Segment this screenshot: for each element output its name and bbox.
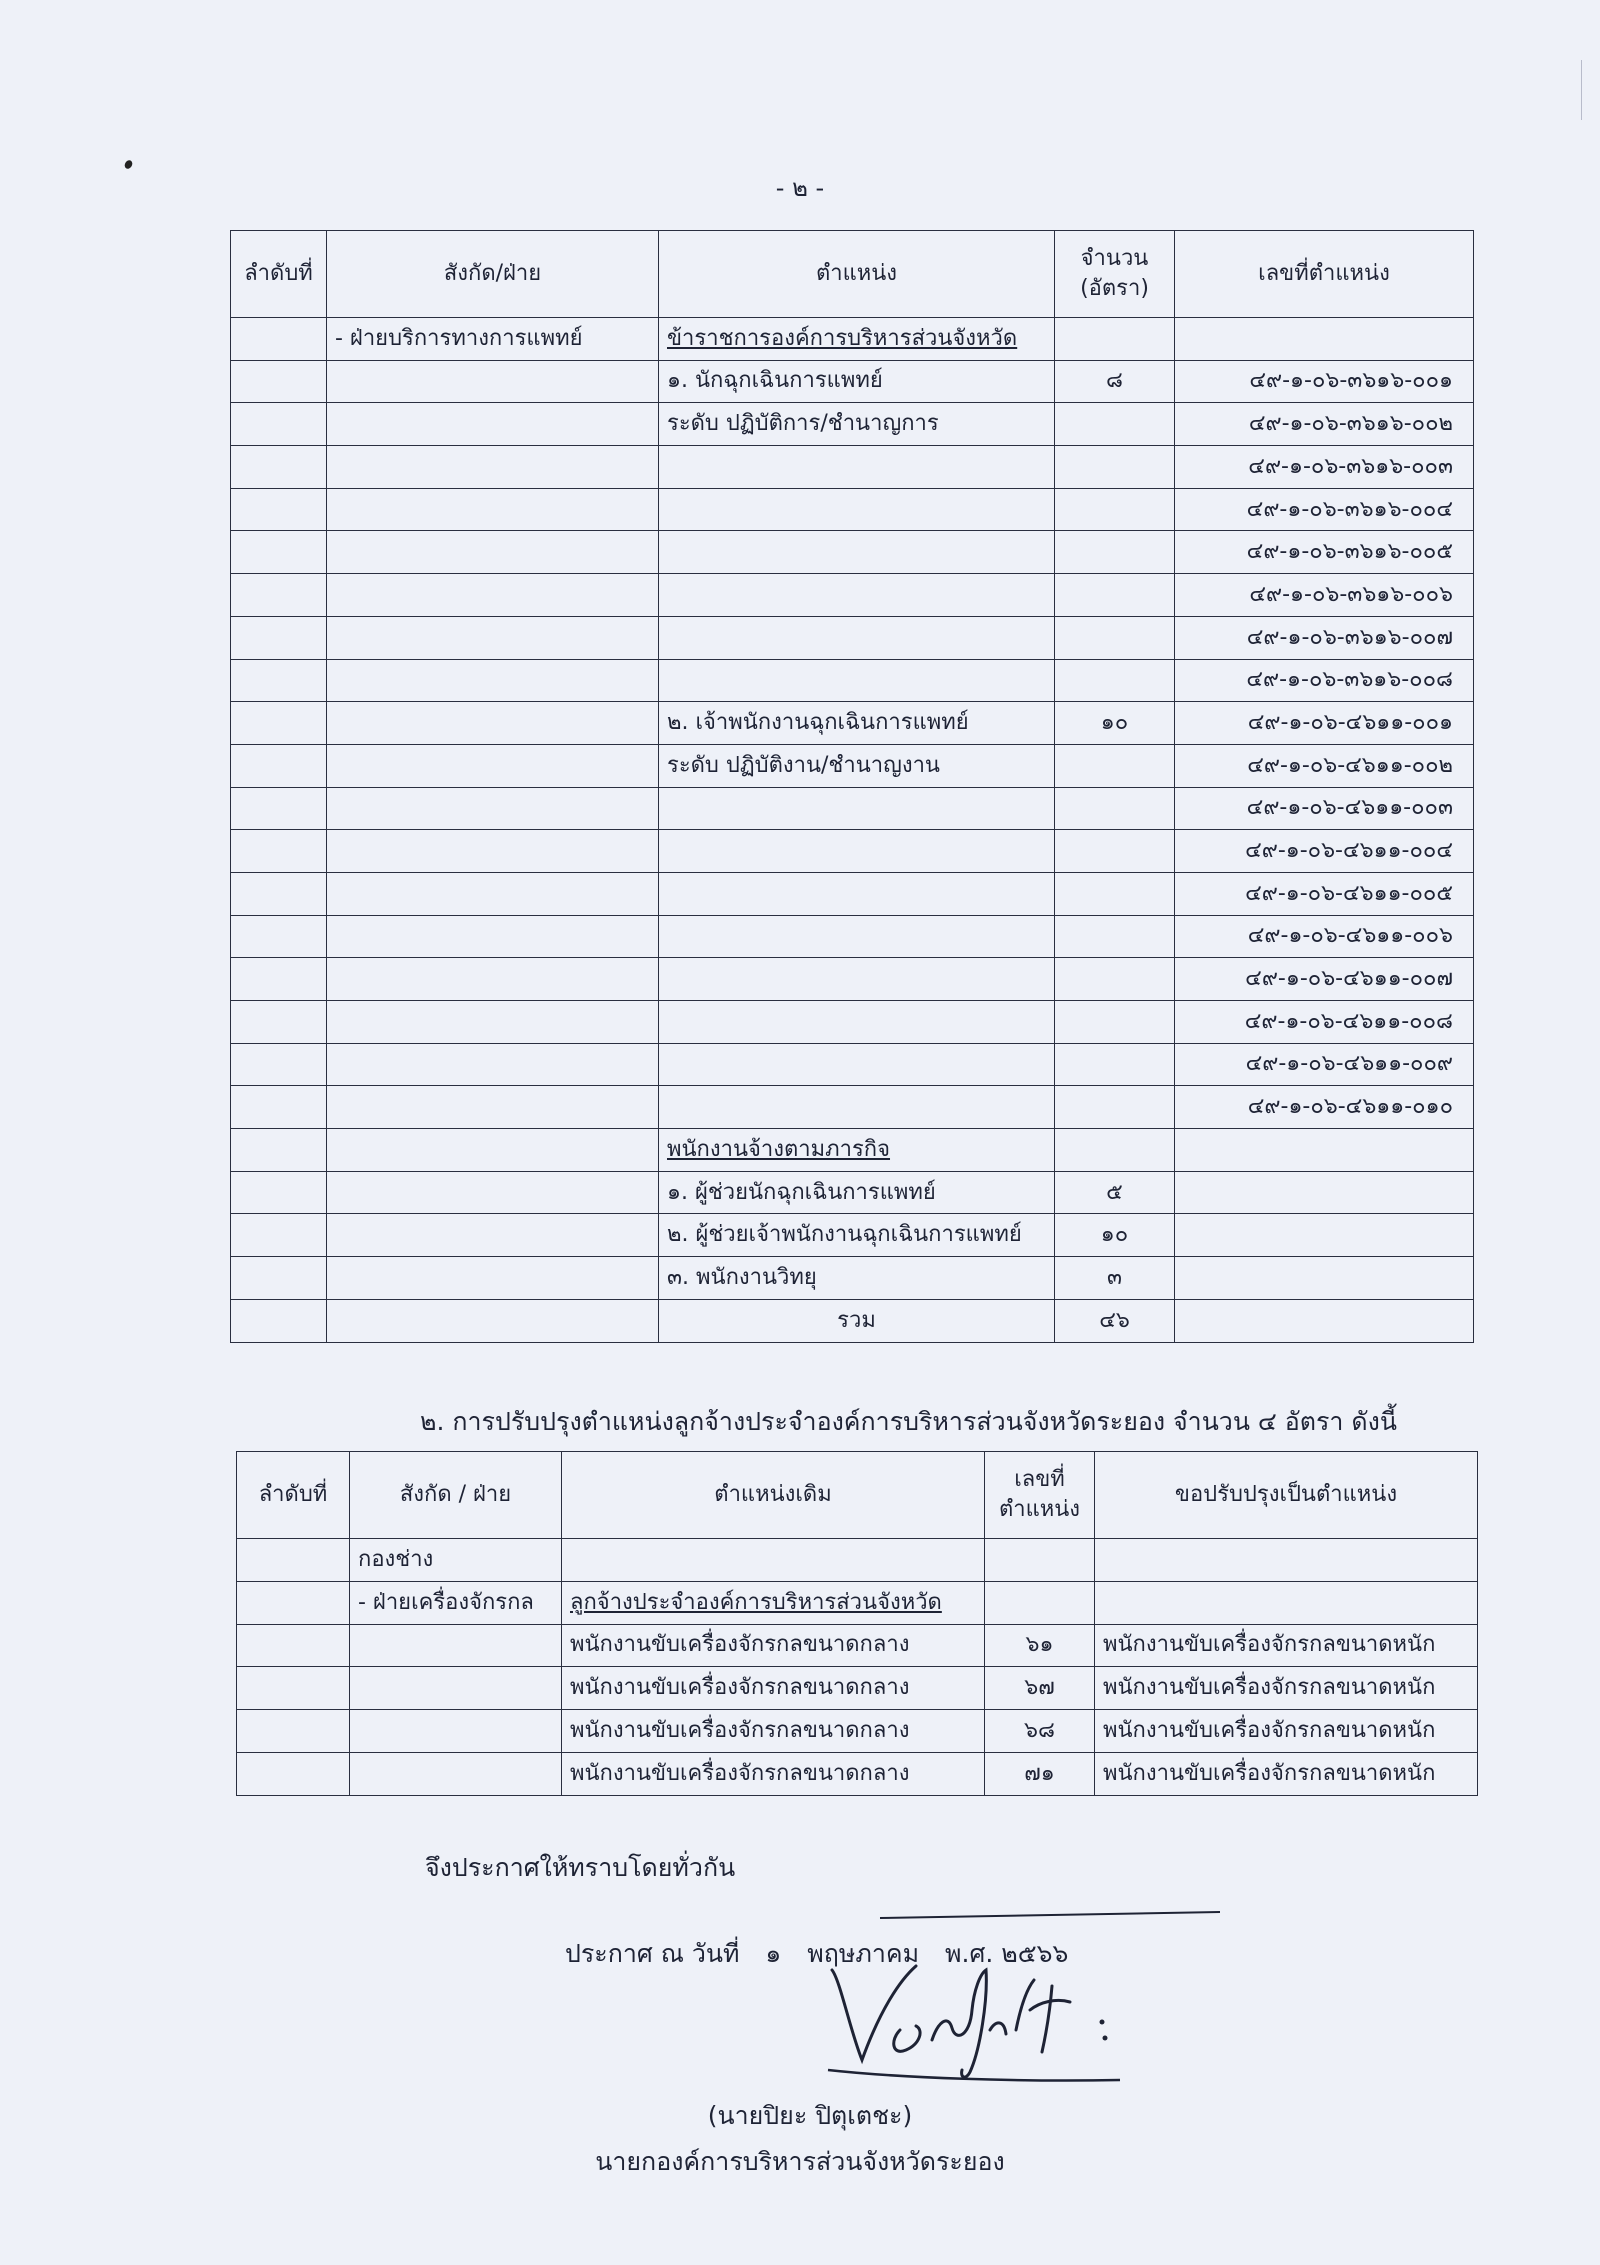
cell-position: รวม: [659, 1299, 1055, 1342]
cell-newpos: พนักงานขับเครื่องจักรกลขนาดหนัก: [1095, 1624, 1478, 1667]
cell-count: [1055, 318, 1175, 361]
table-row: [231, 403, 1474, 446]
cell-position: [659, 446, 1055, 489]
cell-dept: [327, 531, 659, 574]
cell-position: [659, 488, 1055, 531]
header-posnum-line1: เลขที่: [1014, 1466, 1065, 1492]
cell-posnum: ๔๙-๑-๐๖-๓๖๑๖-๐๐๖: [1175, 574, 1474, 617]
cell-posnum: ๔๙-๑-๐๖-๔๖๑๑-๐๐๕: [1175, 872, 1474, 915]
cell-dept: [350, 1752, 562, 1795]
cell-order: [231, 1299, 327, 1342]
table-row: [231, 1043, 1474, 1086]
cell-position: [659, 872, 1055, 915]
table-row: [231, 446, 1474, 489]
signature-scribble: [832, 1966, 1070, 2077]
cell-oldpos: พนักงานขับเครื่องจักรกลขนาดกลาง: [562, 1624, 985, 1667]
signature-top-stroke: [880, 1912, 1220, 1918]
cell-dept: [327, 1257, 659, 1300]
cell-order: [231, 1086, 327, 1129]
cell-position: [659, 915, 1055, 958]
cell-posnum: ๗๑: [985, 1752, 1095, 1795]
table-row: [237, 1667, 1478, 1710]
cell-position: [659, 1086, 1055, 1129]
table-row: [231, 574, 1474, 617]
cell-posnum: ๔๙-๑-๐๖-๔๖๑๑-๐๐๑: [1175, 702, 1474, 745]
cell-count: ๑๐: [1055, 1214, 1175, 1257]
table-row: [231, 1171, 1474, 1214]
cell-dept: [327, 702, 659, 745]
header-newpos: ขอปรับปรุงเป็นตำแหน่ง: [1095, 1452, 1478, 1539]
cell-position: [659, 830, 1055, 873]
cell-posnum: [1175, 1214, 1474, 1257]
date-prefix: ประกาศ ณ วันที่: [565, 1939, 740, 1968]
cell-dept: [350, 1624, 562, 1667]
cell-order: [231, 830, 327, 873]
table-row: [231, 531, 1474, 574]
table-row: [231, 915, 1474, 958]
table-row: [237, 1539, 1478, 1582]
cell-order: [231, 616, 327, 659]
cell-order: [231, 403, 327, 446]
cell-dept: [327, 1043, 659, 1086]
table-row: [231, 787, 1474, 830]
cell-position: ระดับ ปฏิบัติการ/ชำนาญการ: [659, 403, 1055, 446]
cell-order: [231, 1257, 327, 1300]
cell-position: [659, 958, 1055, 1001]
header-count-line1: จำนวน: [1080, 245, 1149, 271]
cell-order: [237, 1624, 350, 1667]
cell-order: [231, 1171, 327, 1214]
cell-order: [237, 1581, 350, 1624]
table-row: [231, 830, 1474, 873]
signature-graphic: [820, 1910, 1240, 2090]
cell-posnum: ๔๙-๑-๐๖-๔๖๑๑-๐๐๘: [1175, 1001, 1474, 1044]
cell-count: [1055, 403, 1175, 446]
cell-order: [231, 744, 327, 787]
table-row: [231, 318, 1474, 361]
table-row: [231, 616, 1474, 659]
cell-dept: [327, 830, 659, 873]
cell-dept: [327, 1171, 659, 1214]
cell-position: ๑. นักฉุกเฉินการแพทย์: [659, 360, 1055, 403]
cell-dept: [327, 1299, 659, 1342]
cell-posnum: [1175, 1299, 1474, 1342]
cell-count: [1055, 574, 1175, 617]
cell-order: [237, 1710, 350, 1753]
cell-dept: [327, 1001, 659, 1044]
cell-oldpos: พนักงานขับเครื่องจักรกลขนาดกลาง: [562, 1667, 985, 1710]
cell-order: [231, 659, 327, 702]
cell-count: [1055, 1129, 1175, 1172]
cell-newpos: พนักงานขับเครื่องจักรกลขนาดหนัก: [1095, 1752, 1478, 1795]
cell-newpos: พนักงานขับเครื่องจักรกลขนาดหนัก: [1095, 1710, 1478, 1753]
cell-order: [231, 574, 327, 617]
cell-posnum: [985, 1539, 1095, 1582]
cell-posnum: ๔๙-๑-๐๖-๓๖๑๖-๐๐๗: [1175, 616, 1474, 659]
cell-dept: [327, 787, 659, 830]
table-row: [231, 702, 1474, 745]
cell-count: ๘: [1055, 360, 1175, 403]
cell-position: [659, 787, 1055, 830]
cell-posnum: ๔๙-๑-๐๖-๔๖๑๑-๐๐๓: [1175, 787, 1474, 830]
table-row: [231, 1214, 1474, 1257]
header-dept: สังกัด / ฝ่าย: [350, 1452, 562, 1539]
table-row: [231, 1257, 1474, 1300]
cell-dept: กองช่าง: [350, 1539, 562, 1582]
cell-order: [231, 1129, 327, 1172]
cell-dept: [327, 915, 659, 958]
cell-dept: [350, 1667, 562, 1710]
cell-order: [237, 1539, 350, 1582]
cell-order: [237, 1667, 350, 1710]
table-header-row: [237, 1452, 1478, 1539]
cell-order: [231, 488, 327, 531]
cell-order: [231, 915, 327, 958]
header-posnum-line2: ตำแหน่ง: [998, 1497, 1081, 1522]
cell-count: ๔๖: [1055, 1299, 1175, 1342]
cell-position: [659, 574, 1055, 617]
cell-oldpos: พนักงานขับเครื่องจักรกลขนาดกลาง: [562, 1752, 985, 1795]
signature-underline: [828, 2070, 1120, 2081]
cell-dept: [327, 360, 659, 403]
cell-posnum: ๖๗: [985, 1667, 1095, 1710]
cell-newpos: พนักงานขับเครื่องจักรกลขนาดหนัก: [1095, 1667, 1478, 1710]
cell-position: [659, 531, 1055, 574]
cell-oldpos: ลูกจ้างประจำองค์การบริหารส่วนจังหวัด: [562, 1581, 985, 1624]
cell-posnum: ๔๙-๑-๐๖-๓๖๑๖-๐๐๓: [1175, 446, 1474, 489]
table-row: [231, 488, 1474, 531]
table-row: [231, 744, 1474, 787]
cell-posnum: ๔๙-๑-๐๖-๓๖๑๖-๐๐๕: [1175, 531, 1474, 574]
table-row: [237, 1710, 1478, 1753]
cell-position: ข้าราชการองค์การบริหารส่วนจังหวัด: [659, 318, 1055, 361]
table-row: [231, 659, 1474, 702]
table-row: [231, 1086, 1474, 1129]
header-posnum: [985, 1452, 1095, 1539]
header-dept: สังกัด/ฝ่าย: [327, 231, 659, 318]
cell-position: พนักงานจ้างตามภารกิจ: [659, 1129, 1055, 1172]
cell-oldpos: พนักงานขับเครื่องจักรกลขนาดกลาง: [562, 1710, 985, 1753]
cell-posnum: [1175, 1257, 1474, 1300]
header-order: ลำดับที่: [231, 231, 327, 318]
header-posnum: เลขที่ตำแหน่ง: [1175, 231, 1474, 318]
cell-order: [231, 702, 327, 745]
adjustment-table: [236, 1451, 1478, 1796]
cell-order: [231, 531, 327, 574]
table-row: [237, 1581, 1478, 1624]
cell-posnum: ๖๘: [985, 1710, 1095, 1753]
header-count-line2: (อัตรา): [1080, 276, 1149, 301]
date-year: พ.ศ. ๒๕๖๖: [945, 1939, 1069, 1968]
cell-order: [231, 1214, 327, 1257]
cell-posnum: ๔๙-๑-๐๖-๓๖๑๖-๐๐๑: [1175, 360, 1474, 403]
table-row: [231, 872, 1474, 915]
cell-posnum: ๔๙-๑-๐๖-๔๖๑๑-๐๐๖: [1175, 915, 1474, 958]
cell-order: [231, 318, 327, 361]
cell-dept: [327, 872, 659, 915]
cell-dept: [327, 1086, 659, 1129]
cell-order: [231, 787, 327, 830]
cell-position: ๑. ผู้ช่วยนักฉุกเฉินการแพทย์: [659, 1171, 1055, 1214]
cell-posnum: ๔๙-๑-๐๖-๓๖๑๖-๐๐๘: [1175, 659, 1474, 702]
cell-oldpos: [562, 1539, 985, 1582]
cell-count: ๕: [1055, 1171, 1175, 1214]
cell-order: [231, 360, 327, 403]
cell-order: [231, 1043, 327, 1086]
header-position: ตำแหน่ง: [659, 231, 1055, 318]
date-day: ๑: [765, 1939, 782, 1968]
cell-count: [1055, 446, 1175, 489]
cell-posnum: ๔๙-๑-๐๖-๔๖๑๑-๐๐๗: [1175, 958, 1474, 1001]
cell-posnum: ๔๙-๑-๐๖-๔๖๑๑-๐๑๐: [1175, 1086, 1474, 1129]
section-2-heading: ๒. การปรับปรุงตำแหน่งลูกจ้างประจำองค์การบริหารส่วนจังหวัดระยอง จำนวน ๔ อัตรา ดังนี้: [420, 1407, 1397, 1436]
cell-order: [231, 1001, 327, 1044]
date-month: พฤษภาคม: [807, 1939, 920, 1968]
cell-dept: [327, 574, 659, 617]
cell-posnum: [1175, 1171, 1474, 1214]
cell-count: [1055, 958, 1175, 1001]
table-row: [231, 1129, 1474, 1172]
cell-count: [1055, 1001, 1175, 1044]
header-order: ลำดับที่: [237, 1452, 350, 1539]
cell-dept: [327, 744, 659, 787]
cell-dept: - ฝ่ายเครื่องจักรกล: [350, 1581, 562, 1624]
cell-count: [1055, 659, 1175, 702]
page-edge-mark: [1581, 60, 1583, 120]
table-row: [231, 360, 1474, 403]
header-oldpos: ตำแหน่งเดิม: [562, 1452, 985, 1539]
cell-count: [1055, 488, 1175, 531]
cell-count: [1055, 1043, 1175, 1086]
cell-dept: [327, 446, 659, 489]
header-count: [1055, 231, 1175, 318]
signature-dot: [1103, 2036, 1108, 2041]
cell-position: ๒. ผู้ช่วยเจ้าพนักงานฉุกเฉินการแพทย์: [659, 1214, 1055, 1257]
cell-posnum: ๔๙-๑-๐๖-๓๖๑๖-๐๐๒: [1175, 403, 1474, 446]
cell-count: [1055, 830, 1175, 873]
cell-position: ระดับ ปฏิบัติงาน/ชำนาญงาน: [659, 744, 1055, 787]
table-header-row: [231, 231, 1474, 318]
cell-posnum: ๔๙-๑-๐๖-๔๖๑๑-๐๐๒: [1175, 744, 1474, 787]
page-number: - ๒ -: [775, 174, 825, 202]
cell-dept: [327, 1214, 659, 1257]
cell-count: [1055, 787, 1175, 830]
cell-posnum: [985, 1581, 1095, 1624]
cell-count: [1055, 1086, 1175, 1129]
cell-position: [659, 1001, 1055, 1044]
cell-position: [659, 616, 1055, 659]
cell-count: [1055, 872, 1175, 915]
table-row: [231, 1299, 1474, 1342]
cell-posnum: ๔๙-๑-๐๖-๔๖๑๑-๐๐๙: [1175, 1043, 1474, 1086]
table-row: [231, 1001, 1474, 1044]
cell-posnum: ๖๑: [985, 1624, 1095, 1667]
cell-posnum: ๔๙-๑-๐๖-๔๖๑๑-๐๐๔: [1175, 830, 1474, 873]
cell-count: [1055, 915, 1175, 958]
cell-newpos: [1095, 1581, 1478, 1624]
cell-dept: [327, 1129, 659, 1172]
table-row: [237, 1624, 1478, 1667]
positions-table: [230, 230, 1474, 1343]
cell-dept: [327, 958, 659, 1001]
cell-position: ๓. พนักงานวิทยุ: [659, 1257, 1055, 1300]
cell-dept: [350, 1710, 562, 1753]
cell-position: [659, 1043, 1055, 1086]
cell-count: [1055, 744, 1175, 787]
signer-title: นายกองค์การบริหารส่วนจังหวัดระยอง: [595, 2147, 1005, 2176]
cell-order: [237, 1752, 350, 1795]
table-row: [237, 1752, 1478, 1795]
cell-posnum: ๔๙-๑-๐๖-๓๖๑๖-๐๐๔: [1175, 488, 1474, 531]
cell-dept: [327, 403, 659, 446]
table-row: [231, 958, 1474, 1001]
cell-order: [231, 872, 327, 915]
cell-count: [1055, 616, 1175, 659]
signer-name: (นายปิยะ ปิตุเตชะ): [707, 2101, 913, 2130]
cell-count: [1055, 531, 1175, 574]
cell-position: ๒. เจ้าพนักงานฉุกเฉินการแพทย์: [659, 702, 1055, 745]
cell-dept: [327, 659, 659, 702]
cell-order: [231, 958, 327, 1001]
cell-dept: - ฝ่ายบริการทางการแพทย์: [327, 318, 659, 361]
cell-dept: [327, 616, 659, 659]
cell-dept: [327, 488, 659, 531]
cell-position: [659, 659, 1055, 702]
cell-posnum: [1175, 318, 1474, 361]
closing-statement: จึงประกาศให้ทราบโดยทั่วกัน: [425, 1853, 736, 1882]
cell-count: ๓: [1055, 1257, 1175, 1300]
cell-count: ๑๐: [1055, 702, 1175, 745]
cell-posnum: [1175, 1129, 1474, 1172]
cell-order: [231, 446, 327, 489]
signature-dot: [1100, 2020, 1105, 2025]
cell-newpos: [1095, 1539, 1478, 1582]
